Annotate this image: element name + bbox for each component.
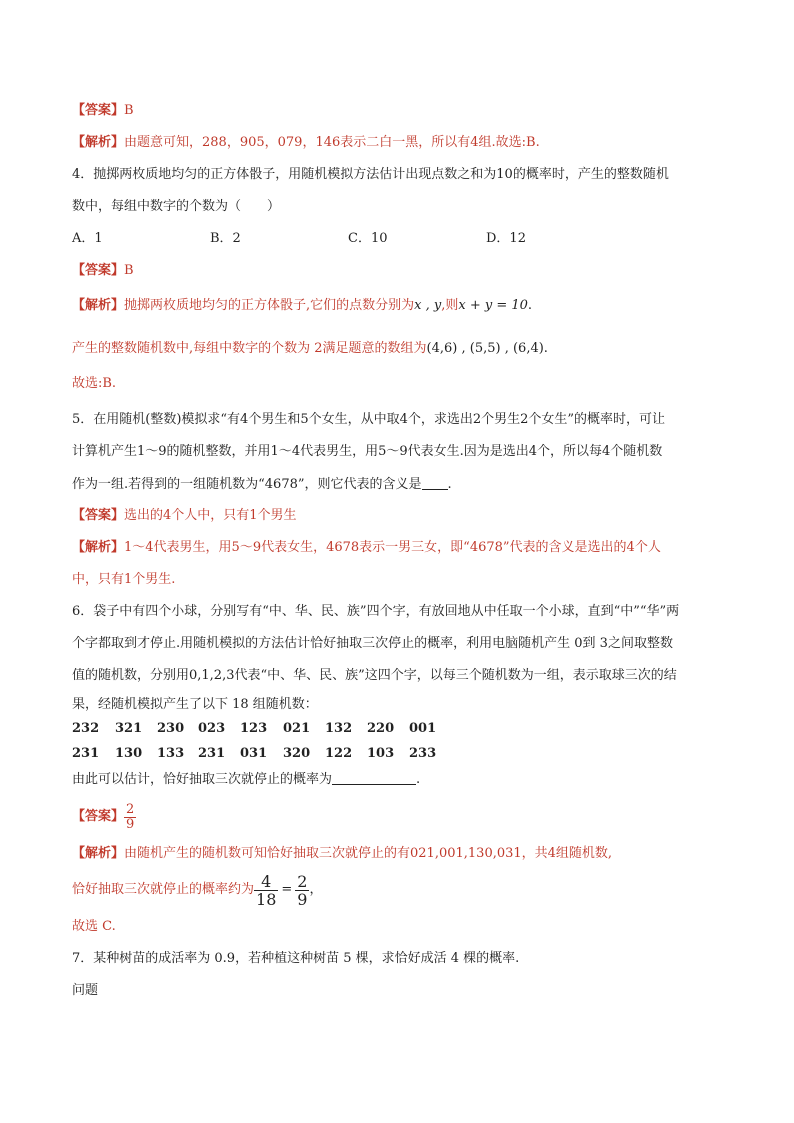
- random-number: 123: [240, 721, 268, 736]
- q4-answer: B: [124, 263, 134, 278]
- q6-fraction-4-18: [254, 873, 278, 908]
- q4-option-d: D．12: [486, 231, 526, 246]
- q5-stem-text: 作为一组.若得到的一组随机数为“4678”，则它代表的含义是: [72, 477, 422, 492]
- random-number: 321: [115, 721, 143, 736]
- q6-stem-text: 由此可以估计，恰好抽取三次就停止的概率为: [72, 772, 333, 787]
- q4-analysis-end: .: [527, 298, 533, 313]
- q4-analysis-vars: x , y: [414, 298, 442, 313]
- random-number: 001: [409, 721, 437, 736]
- q6-answer-fraction: [124, 803, 136, 832]
- analysis-tag: 【解析】: [72, 135, 125, 150]
- random-number: 231: [198, 746, 226, 761]
- random-number: 122: [325, 746, 353, 761]
- q6-stem-line-4: 果，经随机模拟产生了以下 18 组随机数：: [72, 697, 318, 712]
- q4-analysis-line-2: [72, 340, 548, 358]
- q5-stem-end: .: [447, 477, 452, 492]
- q3-answer-line: [72, 102, 134, 120]
- fraction-numerator: 4: [254, 873, 278, 891]
- q6-stem-end: .: [416, 772, 421, 787]
- q4-analysis-text-3: 产生的整数随机数中,每组中数字的个数为 2满足题意的数组为: [72, 341, 427, 356]
- q4-conclusion: 故选:B.: [72, 376, 117, 391]
- q4-option-b: B．2: [210, 231, 241, 246]
- random-number: 220: [367, 721, 395, 736]
- random-number: 130: [115, 746, 143, 761]
- analysis-tag: 【解析】: [72, 846, 125, 861]
- random-number: 132: [325, 721, 353, 736]
- q6-stem-line-1: 6．袋子中有四个小球，分别写有“中、华、民、族”四个字，有放回地从中任取一个小球，直到“中”“华”两: [72, 604, 680, 619]
- q6-conclusion: 故选 C.: [72, 919, 116, 934]
- q6-equals: =: [281, 882, 293, 897]
- random-number: 031: [240, 746, 268, 761]
- random-number: 230: [157, 721, 185, 736]
- analysis-tag: 【解析】: [72, 298, 125, 313]
- q3-analysis-line: [72, 134, 540, 152]
- answer-tag: 【答案】: [72, 103, 125, 118]
- random-number: 232: [72, 721, 100, 736]
- q6-analysis-line-1: [72, 845, 612, 863]
- answer-tag: 【答案】: [72, 263, 125, 278]
- q5-analysis-1: 1～4代表男生，用5～9代表女生，4678表示一男三女，即“4678”代表的含义是选出的4个人: [124, 540, 661, 555]
- q7-sub-heading: 问题: [72, 983, 99, 998]
- q4-stem-line-2: 数中，每组中数字的个数为（ ）: [72, 199, 281, 214]
- q4-analysis-equation: x + y = 10: [458, 298, 528, 313]
- fraction-numerator: 2: [297, 871, 308, 891]
- answer-tag: 【答案】: [72, 508, 125, 523]
- q4-analysis-line-1: [72, 297, 532, 315]
- random-number: 103: [367, 746, 395, 761]
- q6-analysis-line-2: [72, 872, 322, 909]
- q5-stem-line-1: 5．在用随机(整数)模拟求“有4个男生和5个女生，从中取4个，求选出2个男生2个女生”的概率时，可让: [72, 412, 666, 427]
- q6-analysis-text: 恰好抽取三次就停止的概率约为: [72, 882, 255, 897]
- q5-stem-line-3: [72, 475, 452, 494]
- q6-stem-line-5: [72, 770, 420, 789]
- q5-answer: 选出的4个人中，只有1个男生: [124, 508, 297, 523]
- q5-stem-line-2: 计算机产生1～9的随机整数，并用1～4代表男生，用5～9代表女生.因为是选出4个，所以每4个随机数: [72, 444, 663, 459]
- q3-analysis: 由题意可知，288，905，079，146表示二白一黑，所以有4组.故选:B.: [124, 135, 540, 150]
- q4-analysis-end-2: .: [543, 341, 548, 356]
- random-number: 231: [72, 746, 100, 761]
- q4-option-a: A．1: [72, 231, 103, 246]
- random-number: 023: [198, 721, 226, 736]
- q4-analysis-text: 抛掷两枚质地均匀的正方体骰子,它们的点数分别为: [124, 298, 415, 313]
- analysis-tag: 【解析】: [72, 540, 125, 555]
- random-number: 133: [157, 746, 185, 761]
- q5-analysis-line-1: [72, 539, 661, 557]
- fraction-numerator: 2: [126, 801, 135, 817]
- q6-blank: [332, 770, 416, 785]
- random-number: 021: [283, 721, 311, 736]
- q4-analysis-pairs: (4,6) , (5,5) , (6,4): [426, 341, 544, 356]
- q4-analysis-text-2: ,则: [441, 298, 459, 313]
- q5-answer-line: [72, 507, 297, 525]
- q4-answer-line: [72, 262, 134, 280]
- q7-stem: 7．某种树苗的成活率为 0.9，若种植这种树苗 5 棵，求恰好成活 4 棵的概率.: [72, 951, 520, 966]
- q6-fraction-2-9: [295, 873, 309, 908]
- q4-option-c: C．10: [348, 231, 388, 246]
- random-number: 233: [409, 746, 437, 761]
- q5-blank: [422, 475, 448, 490]
- q6-stem-line-3: 值的随机数，分别用0,1,2,3代表“中、华、民、族”这四个字，以每三个随机数为一组，表示取球三次的结: [72, 668, 677, 683]
- fraction-denominator: 9: [297, 889, 308, 909]
- q6-analysis-1: 由随机产生的随机数可知恰好抽取三次就停止的有021,001,130,031，共4组随机数,: [124, 846, 613, 861]
- answer-tag: 【答案】: [72, 809, 125, 824]
- fraction-denominator: 18: [256, 889, 277, 909]
- q6-answer-line: [72, 800, 136, 835]
- fraction-denominator: 9: [126, 816, 135, 832]
- q3-answer: B: [124, 103, 134, 118]
- q4-stem-line-1: 4．抛掷两枚质地均匀的正方体骰子，用随机模拟方法估计出现点数之和为10的概率时，产生的整数随机: [72, 167, 669, 182]
- q6-analysis-end: ，: [309, 882, 323, 897]
- q6-stem-line-2: 个字都取到才停止.用随机模拟的方法估计恰好抽取三次停止的概率，利用电脑随机产生 0到 3之间取整数: [72, 636, 673, 651]
- q5-analysis-line-2: 中，只有1个男生.: [72, 572, 176, 587]
- random-number: 320: [283, 746, 311, 761]
